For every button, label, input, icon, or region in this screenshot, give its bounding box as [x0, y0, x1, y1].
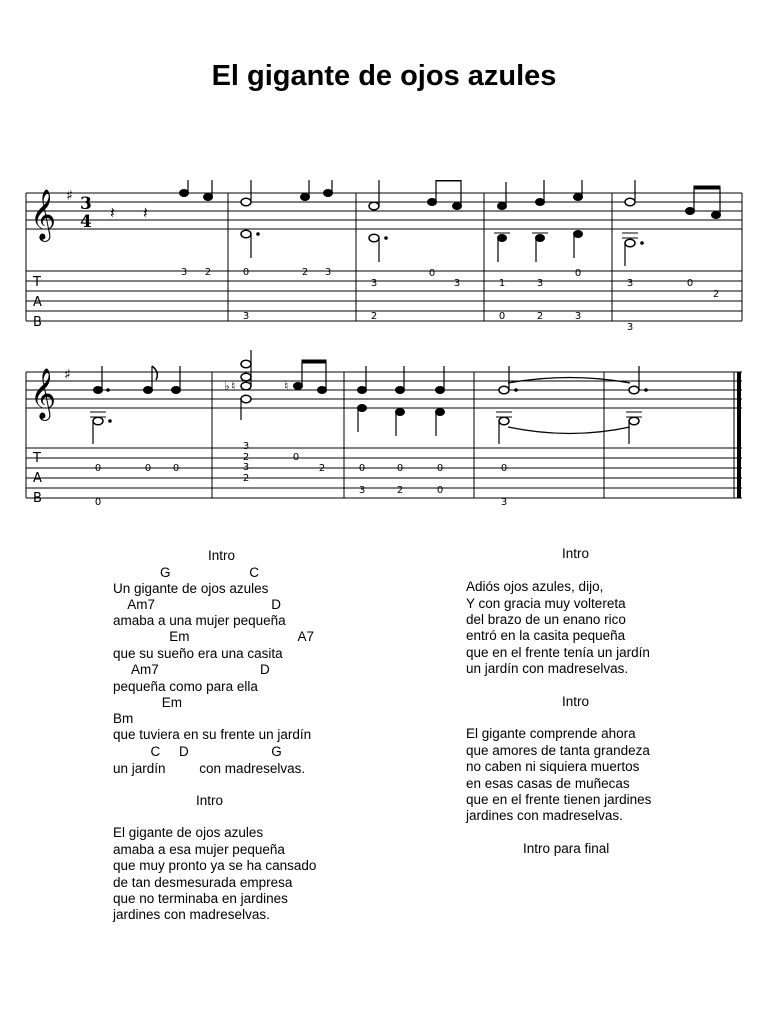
lyric-line: un jardín con madreselvas. [466, 661, 629, 676]
lyric-line: que amores de tanta grandeza [466, 743, 650, 758]
svg-text:0: 0 [574, 268, 582, 279]
svg-text:2: 2 [318, 463, 326, 474]
chord-line: Bm [113, 711, 134, 726]
treble-clef-icon: 𝄞 [30, 189, 57, 240]
barlines [26, 372, 734, 498]
lyric-line: que en el frente tienen jardines [466, 792, 652, 807]
chord-line: Am7 D [113, 662, 270, 677]
treble-clef-icon: 𝄞 [30, 368, 57, 419]
lyric-line: que tuviera en su frente un jardín [113, 727, 312, 742]
sharp-icon: ♯ [64, 367, 71, 383]
music-system-2 [0, 350, 768, 510]
svg-text:T: T [33, 275, 41, 290]
svg-text:0: 0 [428, 268, 436, 279]
lyric-line: Un gigante de ojos azules [113, 581, 269, 596]
lyric-line: que no terminaba en jardines [113, 891, 288, 906]
svg-text:0: 0 [172, 463, 180, 474]
lyric-line: un jardín con madreselvas. [113, 761, 306, 776]
intro-final-label: Intro para final [523, 841, 610, 856]
final-barline [737, 372, 741, 498]
svg-text:3: 3 [536, 278, 544, 289]
svg-text:3: 3 [626, 322, 634, 333]
svg-text:2: 2 [204, 267, 212, 278]
svg-text:0: 0 [500, 463, 508, 474]
svg-text:0: 0 [358, 463, 366, 474]
lyric-line: que en el frente tenía un jardín [466, 645, 650, 660]
lyric-line: que su sueño era una casita [113, 646, 283, 661]
svg-text:T: T [33, 451, 41, 466]
svg-text:B: B [33, 491, 42, 506]
svg-text:♮: ♮ [284, 379, 289, 393]
lyric-line: El gigante comprende ahora [466, 726, 636, 741]
svg-text:3: 3 [453, 278, 461, 289]
svg-text:3: 3 [500, 497, 508, 508]
svg-text:♭: ♭ [224, 379, 230, 393]
svg-text:2: 2 [301, 267, 309, 278]
lyric-line: de tan desmesurada empresa [113, 875, 293, 890]
lyric-line: Y con gracia muy voltereta [466, 596, 626, 611]
svg-text:0: 0 [242, 267, 250, 278]
sharp-icon: ♯ [66, 188, 73, 204]
tab-numbers-system-1 [181, 267, 719, 333]
svg-text:♮: ♮ [231, 379, 236, 393]
barlines [26, 193, 742, 321]
svg-text:2: 2 [396, 485, 404, 496]
time-sig-top: 3 [80, 194, 92, 214]
notes-system-2 [90, 350, 647, 444]
tab-lines [26, 448, 742, 498]
lyric-line: El gigante de ojos azules [113, 825, 264, 840]
svg-text:3: 3 [370, 278, 378, 289]
lyric-line: del brazo de un enano rico [466, 612, 626, 627]
svg-text:0: 0 [94, 497, 102, 508]
svg-text:0: 0 [436, 463, 444, 474]
lyric-line: no caben ni siquiera muertos [466, 759, 640, 774]
music-system-1 [0, 180, 768, 340]
svg-text:0: 0 [436, 485, 444, 496]
svg-text:3: 3 [242, 441, 250, 452]
svg-text:2: 2 [712, 289, 720, 300]
quarter-rest-icon: 𝄽 [143, 203, 148, 222]
intro-label: Intro [196, 793, 224, 808]
svg-text:3: 3 [574, 311, 582, 322]
svg-text:3: 3 [242, 311, 250, 322]
lyric-line: pequeña como para ella [113, 679, 258, 694]
song-title: El gigante de ojos azules [211, 60, 557, 92]
chord-line: G C [160, 565, 260, 580]
svg-text:3: 3 [242, 462, 250, 473]
svg-text:2: 2 [370, 311, 378, 322]
svg-text:A: A [33, 295, 42, 310]
svg-text:3: 3 [180, 267, 188, 278]
lyric-line: amaba a una mujer pequeña [113, 613, 286, 628]
svg-text:3: 3 [324, 267, 332, 278]
lyric-line: entró en la casita pequeña [466, 628, 626, 643]
time-sig-bottom: 4 [80, 212, 92, 232]
tab-clef [32, 451, 42, 506]
svg-text:3: 3 [358, 485, 366, 496]
tab-clef [32, 275, 42, 330]
chord-line: Am7 D [113, 597, 282, 612]
intro-label: Intro [208, 548, 236, 563]
svg-text:0: 0 [396, 463, 404, 474]
lyric-line: jardines con madreselvas. [466, 808, 623, 823]
intro-label: Intro [562, 694, 590, 709]
lyric-line: Adiós ojos azules, dijo, [466, 579, 604, 594]
svg-text:2: 2 [242, 473, 250, 484]
lyric-line: jardines con madreselvas. [113, 907, 270, 922]
chord-line: Em A7 [113, 629, 315, 644]
svg-text:A: A [33, 471, 42, 486]
svg-text:2: 2 [536, 311, 544, 322]
quarter-rest-icon: 𝄽 [110, 203, 115, 222]
svg-text:1: 1 [498, 278, 506, 289]
svg-text:0: 0 [94, 463, 102, 474]
chord-line: Em [113, 695, 183, 710]
lyric-line: amaba a esa mujer pequeña [113, 842, 285, 857]
svg-text:B: B [33, 315, 42, 330]
svg-text:0: 0 [686, 278, 694, 289]
svg-text:0: 0 [498, 311, 506, 322]
tab-lines [26, 271, 742, 321]
svg-text:3: 3 [626, 278, 634, 289]
intro-label: Intro [562, 546, 590, 561]
svg-text:0: 0 [144, 463, 152, 474]
lyric-line: que muy pronto ya se ha cansado [113, 858, 317, 873]
lyric-line: en esas casas de muñecas [466, 776, 630, 791]
svg-text:0: 0 [292, 452, 300, 463]
chord-line: C D G [113, 744, 282, 759]
svg-text:2: 2 [242, 452, 250, 463]
